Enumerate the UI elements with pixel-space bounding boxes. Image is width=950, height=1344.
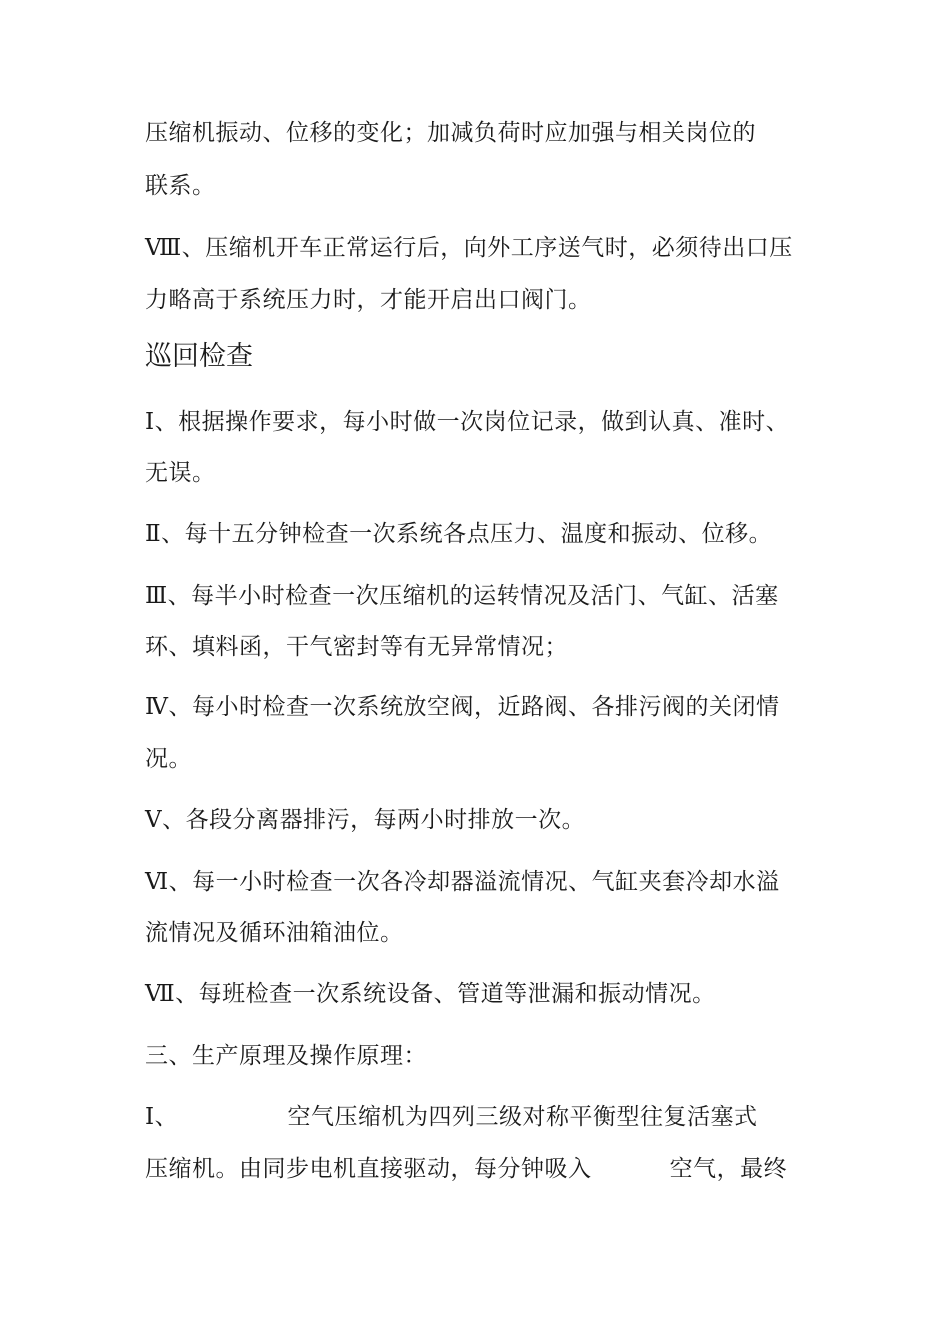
paragraph-line: Ⅰ、根据操作要求，每小时做一次岗位记录，做到认真、准时、 <box>145 409 790 435</box>
paragraph-line: Ⅱ、每十五分钟检查一次系统各点压力、温度和振动、位移。 <box>145 521 773 547</box>
paragraph-line: Ⅷ、压缩机开车正常运行后，向外工序送气时，必须待出口压 <box>145 235 793 261</box>
section-title: 三、生产原理及操作原理： <box>145 1043 427 1069</box>
paragraph-line: 况。 <box>145 746 192 772</box>
paragraph-line: 联系。 <box>145 173 216 199</box>
paragraph-line: 流情况及循环油箱油位。 <box>145 920 404 946</box>
paragraph-line: Ⅳ、每小时检查一次系统放空阀，近路阀、各排污阀的关闭情 <box>145 694 780 720</box>
section-heading: 巡回检查 <box>145 341 253 372</box>
paragraph-line: 压缩机。由同步电机直接驱动，每分钟吸入 空气，最终 <box>145 1156 788 1182</box>
paragraph-line: 力略高于系统压力时，才能开启出口阀门。 <box>145 287 592 313</box>
paragraph-line: 无误。 <box>145 460 216 486</box>
paragraph-line: 压缩机振动、位移的变化；加减负荷时应加强与相关岗位的 <box>145 120 756 146</box>
paragraph-line: 环、填料函，干气密封等有无异常情况； <box>145 634 568 660</box>
paragraph-line: Ⅲ、每半小时检查一次压缩机的运转情况及活门、气缸、活塞 <box>145 583 779 609</box>
paragraph-line: Ⅶ、每班检查一次系统设备、管道等泄漏和振动情况。 <box>145 981 716 1007</box>
paragraph-line: Ⅵ、每一小时检查一次各冷却器溢流情况、气缸夹套冷却水溢 <box>145 869 780 895</box>
paragraph-line: Ⅰ、 空气压缩机为四列三级对称平衡型往复活塞式 <box>145 1104 758 1130</box>
paragraph-line: Ⅴ、各段分离器排污，每两小时排放一次。 <box>145 807 586 833</box>
